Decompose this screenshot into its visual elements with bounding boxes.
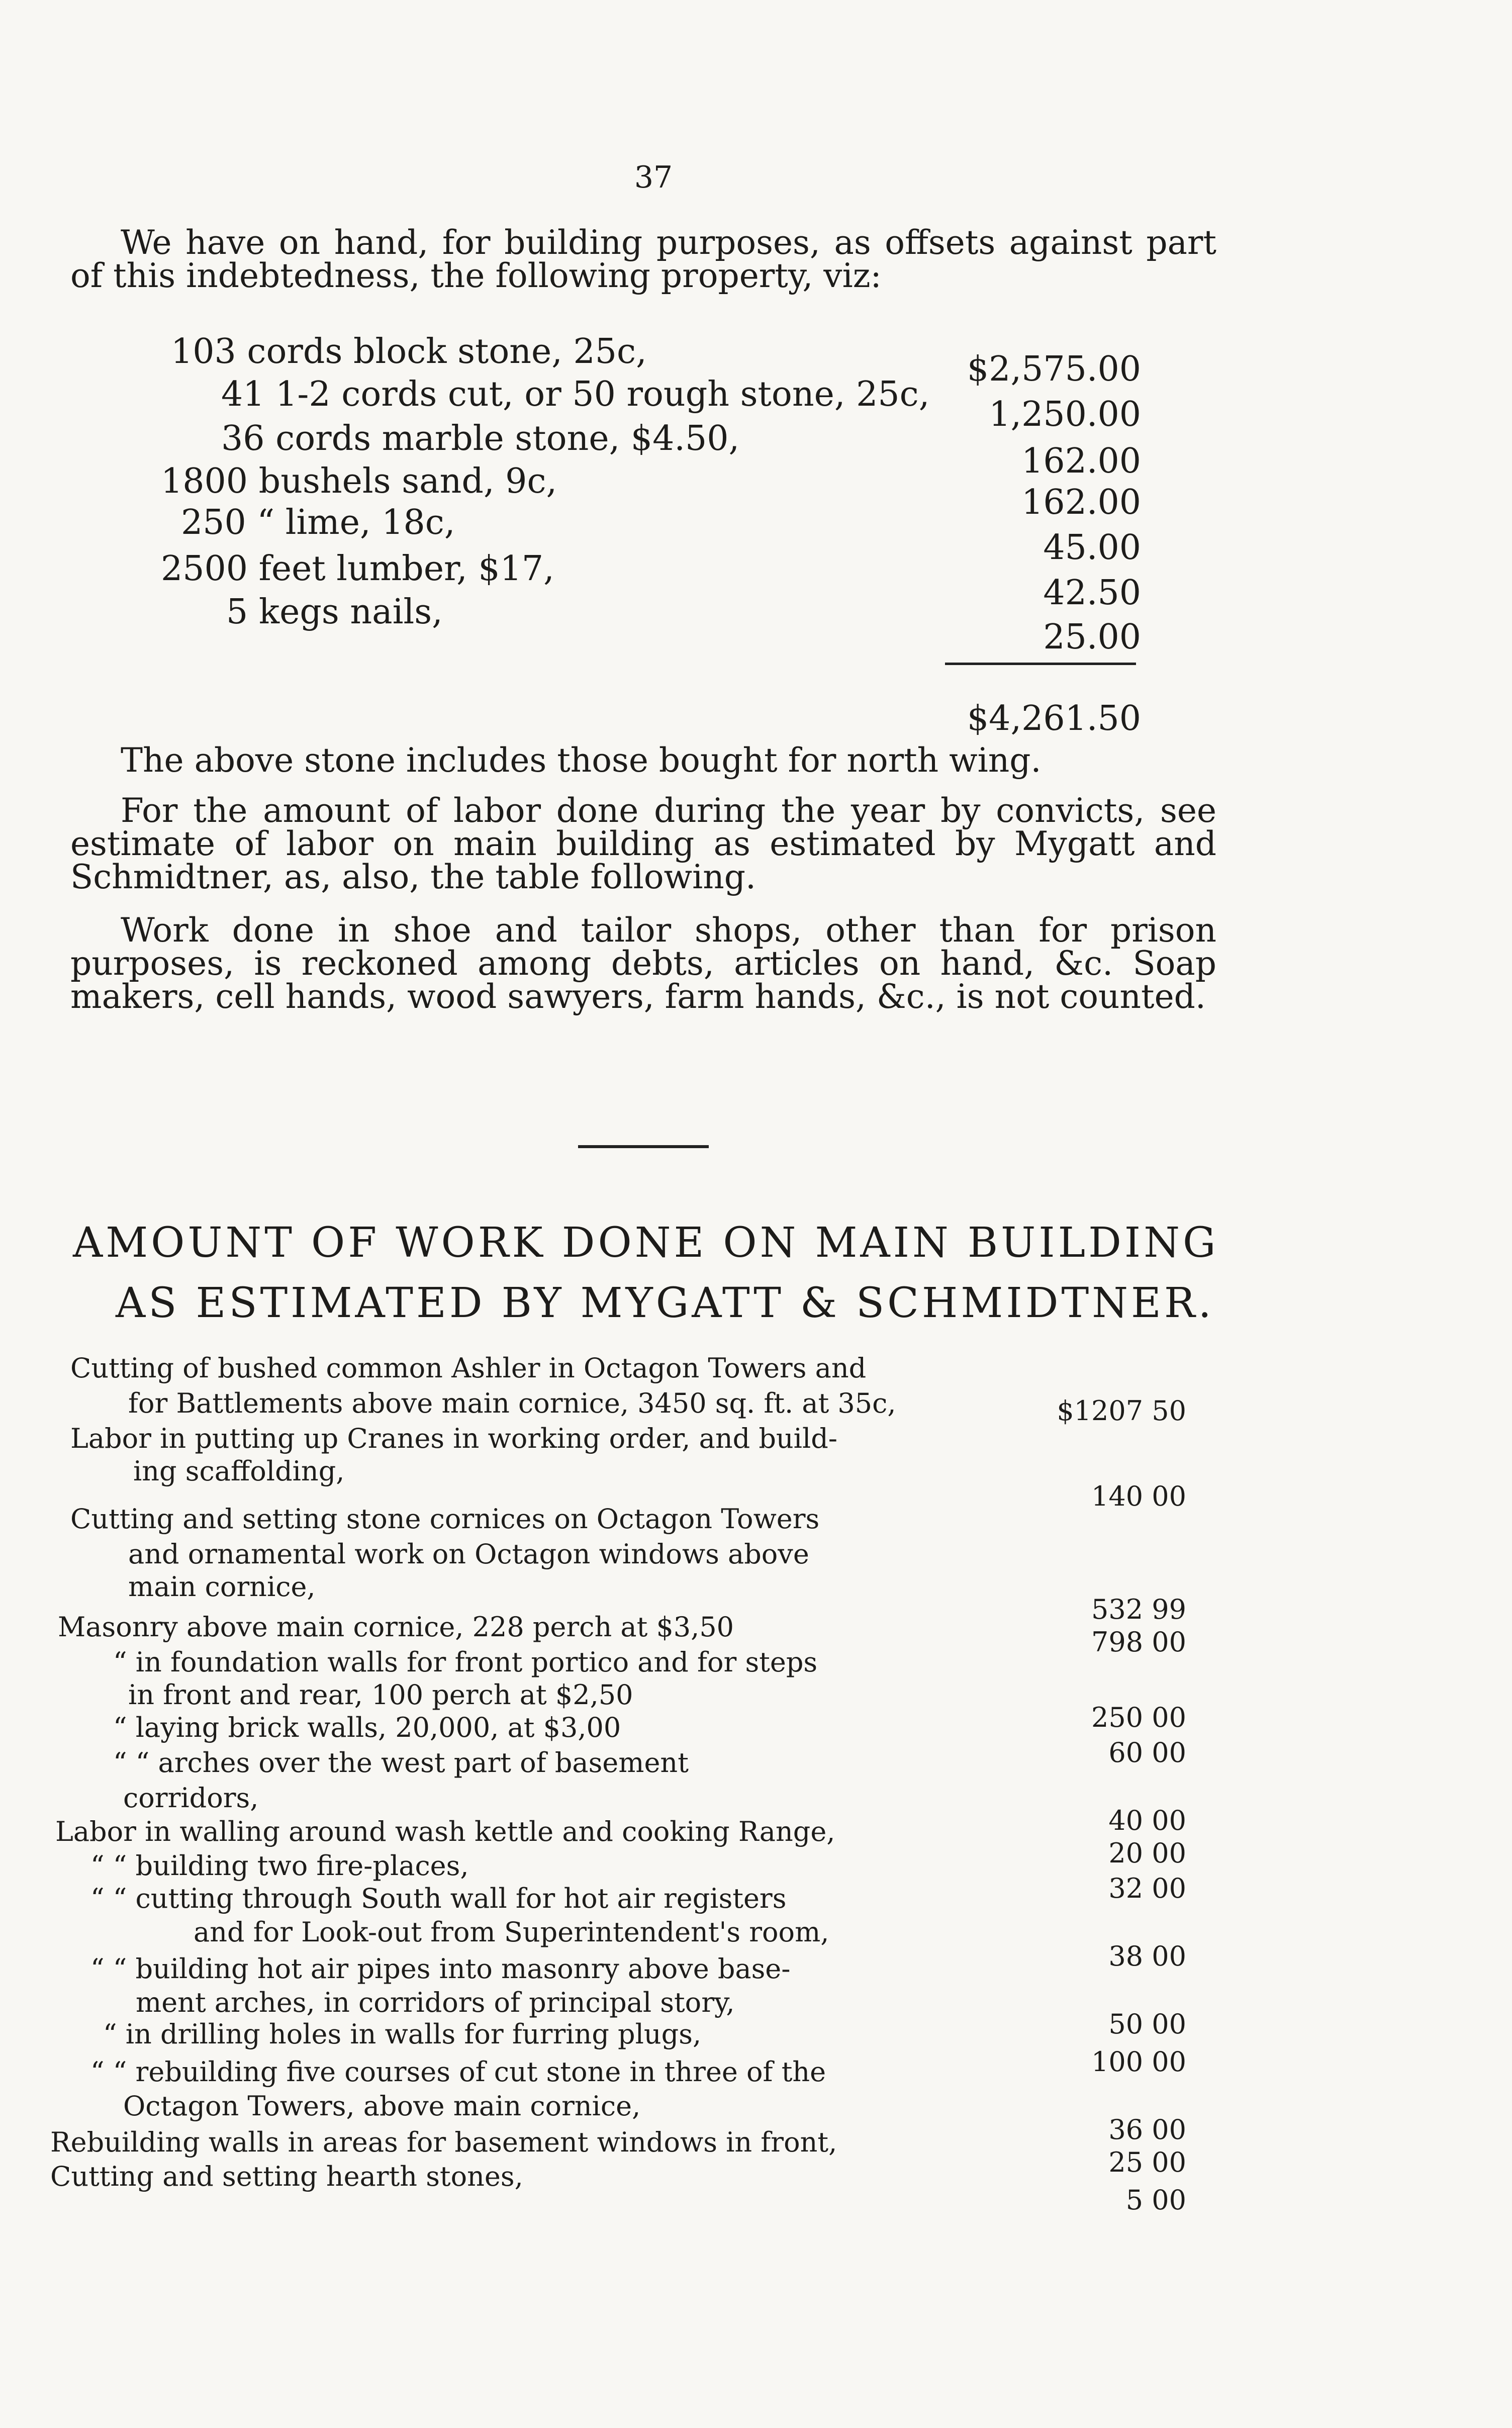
work-item-line: “ in foundation walls for front portico and for steps bbox=[113, 1646, 818, 1678]
work-item-line: Masonry above main cornice, 228 perch at $3,50 bbox=[58, 1611, 734, 1643]
total-rule bbox=[945, 663, 1136, 665]
work-item-amount: 140 00 bbox=[1091, 1480, 1186, 1512]
work-item-line: in front and rear, 100 perch at $2,50 bbox=[128, 1679, 633, 1711]
work-item-line: ing scaffolding, bbox=[133, 1455, 345, 1487]
work-item-amount: 798 00 bbox=[1091, 1626, 1186, 1658]
work-item-line: ment arches, in corridors of principal story, bbox=[136, 1987, 735, 2018]
property-item: 103 cords block stone, 25c, bbox=[171, 332, 647, 371]
work-note-paragraph: Work done in shoe and tailor shops, other than for prison purposes, is reckoned among debts, articles on hand, &c. Soap makers, cell hands, wood sawyers, farm hands, &c., is not counted. bbox=[70, 911, 1216, 1016]
work-item-line: “ in drilling holes in walls for furring plugs, bbox=[103, 2018, 702, 2050]
work-item-line: “ “ rebuilding five courses of cut stone in three of the bbox=[90, 2056, 826, 2088]
work-item-line: and for Look-out from Superintendent's room, bbox=[194, 1916, 829, 1948]
work-item-line: Octagon Towers, above main cornice, bbox=[123, 2090, 641, 2122]
section-divider bbox=[578, 1145, 709, 1148]
work-item-line: Cutting of bushed common Ashler in Octagon Towers and bbox=[70, 1352, 867, 1384]
work-item-line: “ “ arches over the west part of basement bbox=[113, 1747, 689, 1779]
work-item-amount: 40 00 bbox=[1108, 1805, 1186, 1836]
work-item-amount: 38 00 bbox=[1108, 1940, 1186, 1972]
work-item-line: “ “ building hot air pipes into masonry above base- bbox=[90, 1953, 791, 1985]
work-item-amount: 100 00 bbox=[1091, 2046, 1186, 2078]
work-item-line: Cutting and setting stone cornices on Octagon Towers bbox=[70, 1503, 820, 1535]
page-number: 37 bbox=[634, 160, 673, 195]
work-item-amount: 25 00 bbox=[1108, 2146, 1186, 2178]
property-total: $4,261.50 bbox=[967, 699, 1141, 738]
work-item-amount: 5 00 bbox=[1125, 2184, 1186, 2216]
work-item-line: Labor in putting up Cranes in working order, and build- bbox=[70, 1423, 838, 1454]
work-item-line: Cutting and setting hearth stones, bbox=[50, 2161, 523, 2192]
property-amount: 42.50 bbox=[1043, 573, 1141, 613]
work-item-amount: $1207 50 bbox=[1057, 1395, 1186, 1427]
labor-note-paragraph: For the amount of labor done during the year by convicts, see estimate of labor on main building as estimated by Mygatt and Schmidtner, as, also, the table following. bbox=[70, 791, 1216, 896]
work-item-line: corridors, bbox=[123, 1782, 259, 1814]
work-item-amount: 36 00 bbox=[1108, 2114, 1186, 2145]
work-item-amount: 532 99 bbox=[1091, 1594, 1186, 1625]
property-amount: $2,575.00 bbox=[967, 349, 1141, 389]
property-amount: 162.00 bbox=[1021, 483, 1141, 522]
work-item-line: Rebuilding walls in areas for basement windows in front, bbox=[50, 2126, 837, 2158]
property-item: 1800 bushels sand, 9c, bbox=[161, 461, 557, 501]
property-amount: 1,250.00 bbox=[989, 395, 1141, 434]
work-item-line: “ “ building two fire-places, bbox=[90, 1850, 469, 1882]
property-amount: 25.00 bbox=[1043, 617, 1141, 657]
work-item-amount: 60 00 bbox=[1108, 1737, 1186, 1768]
work-item-line: “ “ cutting through South wall for hot air registers bbox=[90, 1883, 787, 1914]
property-item: 41 1-2 cords cut, or 50 rough stone, 25c, bbox=[221, 375, 930, 414]
work-item-line: for Battlements above main cornice, 3450 sq. ft. at 35c, bbox=[128, 1387, 896, 1419]
work-item-line: Labor in walling around wash kettle and cooking Range, bbox=[55, 1816, 835, 1847]
work-item-amount: 50 00 bbox=[1108, 2008, 1186, 2040]
work-item-amount: 32 00 bbox=[1108, 1873, 1186, 1904]
table-heading-line2: AS ESTIMATED BY MYGATT & SCHMIDTNER. bbox=[116, 1279, 1214, 1327]
work-item-line: main cornice, bbox=[128, 1571, 316, 1603]
property-item: 2500 feet lumber, $17, bbox=[161, 549, 554, 589]
intro-paragraph: We have on hand, for building purposes, as offsets against part of this indebtedness, the following property, viz: bbox=[70, 223, 1216, 295]
work-item-amount: 250 00 bbox=[1091, 1702, 1186, 1733]
work-item-line: “ laying brick walls, 20,000, at $3,00 bbox=[113, 1712, 621, 1743]
work-item-line: and ornamental work on Octagon windows above bbox=[128, 1538, 809, 1570]
property-amount: 162.00 bbox=[1021, 441, 1141, 481]
table-heading-line1: AMOUNT OF WORK DONE ON MAIN BUILDING bbox=[73, 1219, 1219, 1267]
stone-note-paragraph: The above stone includes those bought for north wing. bbox=[121, 741, 1042, 780]
property-item: 250 “ lime, 18c, bbox=[181, 503, 455, 542]
property-item: 5 kegs nails, bbox=[226, 592, 443, 632]
property-amount: 45.00 bbox=[1043, 528, 1141, 568]
property-item: 36 cords marble stone, $4.50, bbox=[221, 419, 740, 458]
work-item-amount: 20 00 bbox=[1108, 1837, 1186, 1869]
